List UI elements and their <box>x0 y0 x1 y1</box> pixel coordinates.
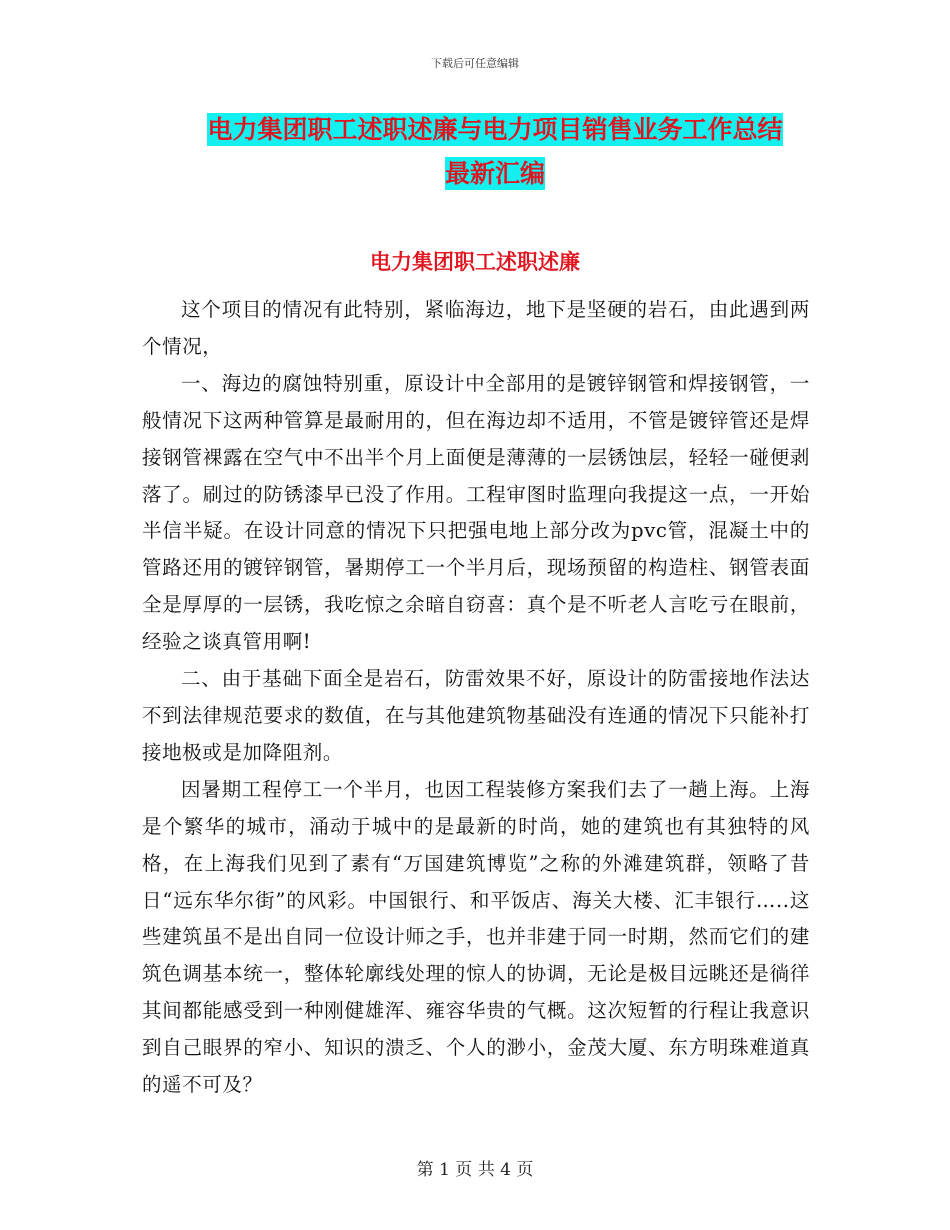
paragraph: 因暑期工程停工一个半月，也因工程装修方案我们去了一趟上海。上海是个繁华的城市，涌动于城中的是最新的时尚，她的建筑也有其独特的风格，在上海我们见到了素有“万国建筑博览”之称的外滩建筑群，领略了昔日“远东华尔街”的风彩。中国银行、和平饭店、海关大楼、汇丰银行…..这些建筑虽不是出自同一位设计师之手，也并非建于同一时期，然而它们的建筑色调基本统一，整体轮廓线处理的惊人的协调，无论是极目远眺还是徜徉其间都能感受到一种刚健雄浑、雍容华贵的气概。这次短暂的行程让我意识到自己眼界的窄小、知识的溃乏、个人的渺小，金茂大厦、东方明珠难道真的遥不可及？ <box>142 777 810 1097</box>
document-title <box>150 108 840 196</box>
paragraph: 一、海边的腐蚀特别重，原设计中全部用的是镀锌钢管和焊接钢管，一般情况下这两种管算是最耐用的，但在海边却不适用，不管是镀锌管还是焊接钢管裸露在空气中不出半个月上面便是薄薄的一层锈蚀层，轻轻一碰便剥落了。刷过的防锈漆早已没了作用。工程审图时监理向我提这一点，一开始半信半疑。在设计同意的情况下只把强电地上部分改为pvc管，混凝土中的管路还用的镀锌钢管，暑期停工一个半月后，现场预留的构造柱、钢管表面全是厚厚的一层锈，我吃惊之余暗自窃喜：真个是不听老人言吃亏在眼前，经验之谈真管用啊! <box>142 371 810 654</box>
section-heading: 电力集团职工述职述廉 <box>370 250 580 274</box>
title-line-1: 电力集团职工述职述廉与电力项目销售业务工作总结 <box>207 115 783 144</box>
page-number: 第 1 页 共 4 页 <box>416 1160 534 1180</box>
page-header: 下载后可任意编辑 <box>431 57 519 70</box>
document-body <box>142 292 810 1104</box>
paragraph: 这个项目的情况有此特别，紧临海边，地下是坚硬的岩石，由此遇到两个情况， <box>142 298 810 358</box>
title-line-2: 最新汇编 <box>444 159 545 188</box>
paragraph: 二、由于基础下面全是岩石，防雷效果不好，原设计的防雷接地作法达不到法律规范要求的数值，在与其他建筑物基础没有连通的情况下只能补打接地极或是加降阻剂。 <box>142 667 810 764</box>
